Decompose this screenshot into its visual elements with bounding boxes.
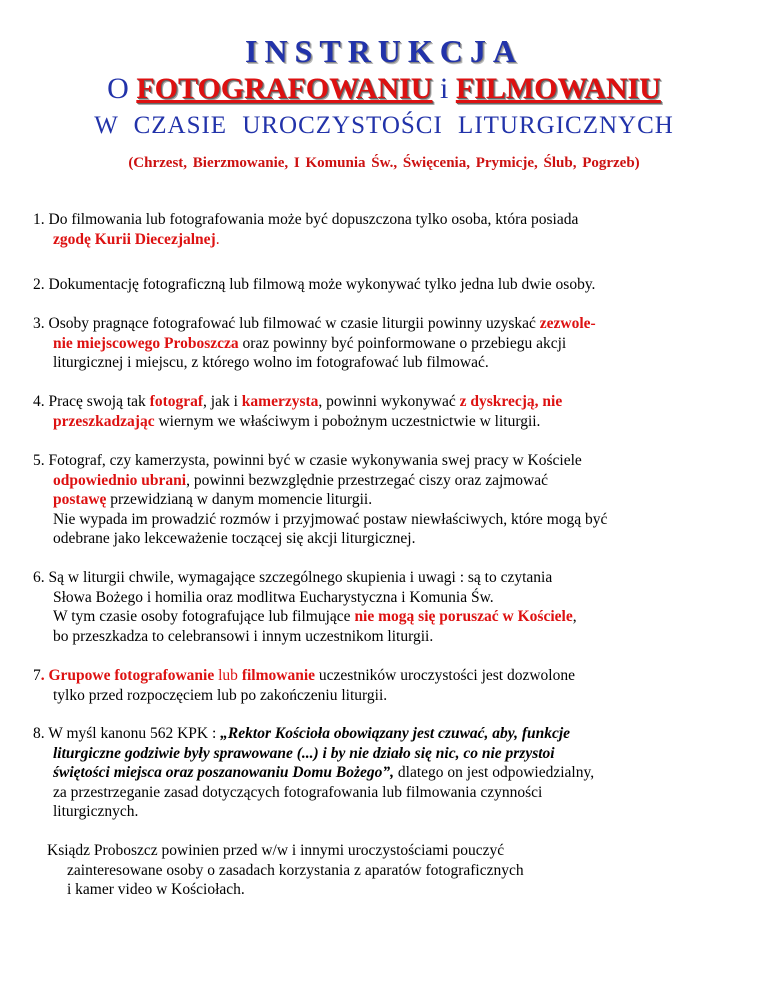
p7-grupowe: . Grupowe fotografowanie [40,667,215,684]
p7-text-a: uczestników uroczystości jest dozwolone [315,667,575,684]
p6-text-a: 6. Są w liturgii chwile, wymagające szczególnego skupienia i uwagi : są to czytania [33,569,553,586]
p4-fotograf: fotograf [149,393,204,410]
p5-text-b: , powinni bezwzględnie przestrzegać ciszy oraz zajmować [186,471,549,489]
p3-text: 3. Osoby pragnące fotografować lub filmować w czasie liturgii powinny uzyskać [33,315,540,332]
p7-text-b: tylko przed rozpoczęciem lub po zakończeniu liturgii. [53,686,388,704]
p3-highlight-b: nie miejscowego Proboszcza [53,334,239,352]
paragraph-3 [33,314,733,373]
p8-text-b: dlatego on jest odpowiedzialny, [394,764,595,781]
paragraph-5 [33,451,733,549]
paragraph-7 [33,666,733,705]
p5-text-c: przewidzianą w danym momencie liturgii. [106,491,373,508]
p5-text-e: odebrane jako lekceważenie toczącej się akcji liturgicznej. [53,530,416,547]
subtitle-line [0,72,768,106]
p8-text-c: za przestrzeganie zasad dotyczących fotografowania lub filmowania czynności [53,783,543,801]
paragraph-8 [33,724,733,822]
p1-dot: . [215,230,220,248]
paragraph-1 [33,210,733,249]
p9-text-a: Ksiądz Proboszcz powinien przed w/w i innymi uroczystościami pouczyć [47,842,505,859]
subtitle-o: O [107,72,129,105]
p8-text-d: liturgicznych. [53,803,139,820]
p4-text-b: , jak i [203,393,242,410]
p9-text-b: zainteresowane osoby o zasadach korzystania z aparatów fotograficznych [67,861,524,879]
p6-highlight: nie mogą się poruszać w Kościele [354,608,573,625]
p3-text-b: oraz powinny być poinformowane o przebiegu akcji [238,334,567,352]
p9-text-c: i kamer video w Kościołach. [67,881,245,898]
p7-filmowanie: filmowanie [241,667,315,684]
p8-quote-b: liturgiczne godziwie były sprawowane (...) i by nie działo się nic, co nie przystoi [53,744,555,762]
p4-kamerzysta: kamerzysta [241,393,319,410]
p4-przeszkadzajac: przeszkadzając [53,412,155,430]
p5-text-a: 5. Fotograf, czy kamerzysta, powinni być w czasie wykonywania swej pracy w Kościele [33,452,582,469]
p8-quote-c: świętości miejsca oraz poszanowaniu Domu Bożego”, [53,764,395,781]
p8-quote-a: „Rektor Kościoła obowiązany jest czuwać, aby, funkcje [220,725,571,742]
p6-comma: , [572,608,577,625]
occasions-list: (Chrzest, Bierzmowanie, I Komunia Św., Święcenia, Prymicje, Ślub, Pogrzeb) [128,155,640,171]
p4-text-a: 4. Pracę swoją tak [33,393,150,410]
p6-text-d: bo przeszkadza to celebransowi i innym uczestnikom liturgii. [53,627,434,645]
p1-highlight: zgodę Kurii Diecezjalnej [53,230,216,248]
p4-text-c: , powinni wykonywać [318,393,460,410]
p5-ubrani: odpowiednio ubrani [53,471,187,489]
p6-text-b: Słowa Bożego i homilia oraz modlitwa Eucharystyczna i Komunia Św. [53,588,494,606]
p3-text-c: liturgicznej i miejscu, z którego wolno im fotografować lub filmować. [53,354,489,371]
p2-text: 2. Dokumentację fotograficzną lub filmową może wykonywać tylko jedna lub dwie osoby. [33,276,596,293]
paragraph-2 [33,275,733,295]
subtitle-liturgy: W CZASIE UROCZYSTOŚCI LITURGICZNYCH [94,112,674,139]
paragraph-9 [47,841,747,900]
p6-text-c: W tym czasie osoby fotografujące lub filmujące [53,608,355,625]
paragraph-6 [33,568,733,646]
p7-lub: lub [214,667,242,684]
p4-dyskrecja: z dyskrecją, nie [459,393,563,410]
p5-text-d: Nie wypada im prowadzić rozmów i przyjmować postaw niewłaściwych, które mogą być [53,510,608,528]
p7-number: 7 [33,667,41,684]
p4-text-d: wiernym we właściwym i pobożnym uczestnictwie w liturgii. [154,412,541,430]
subtitle-foto: FOTOGRAFOWANIU [136,72,433,105]
subtitle-i: i [439,72,449,105]
document-title: INSTRUKCJA [244,33,524,69]
paragraph-4 [33,392,733,431]
p1-text: 1. Do filmowania lub fotografowania może być dopuszczona tylko osoba, która posiada [33,211,579,228]
p8-text-a: 8. W myśl kanonu 562 KPK : [33,725,221,742]
subtitle-film: FILMOWANIU [455,72,661,105]
p3-highlight-a: zezwole- [539,315,596,332]
p5-postawe: postawę [53,491,107,508]
